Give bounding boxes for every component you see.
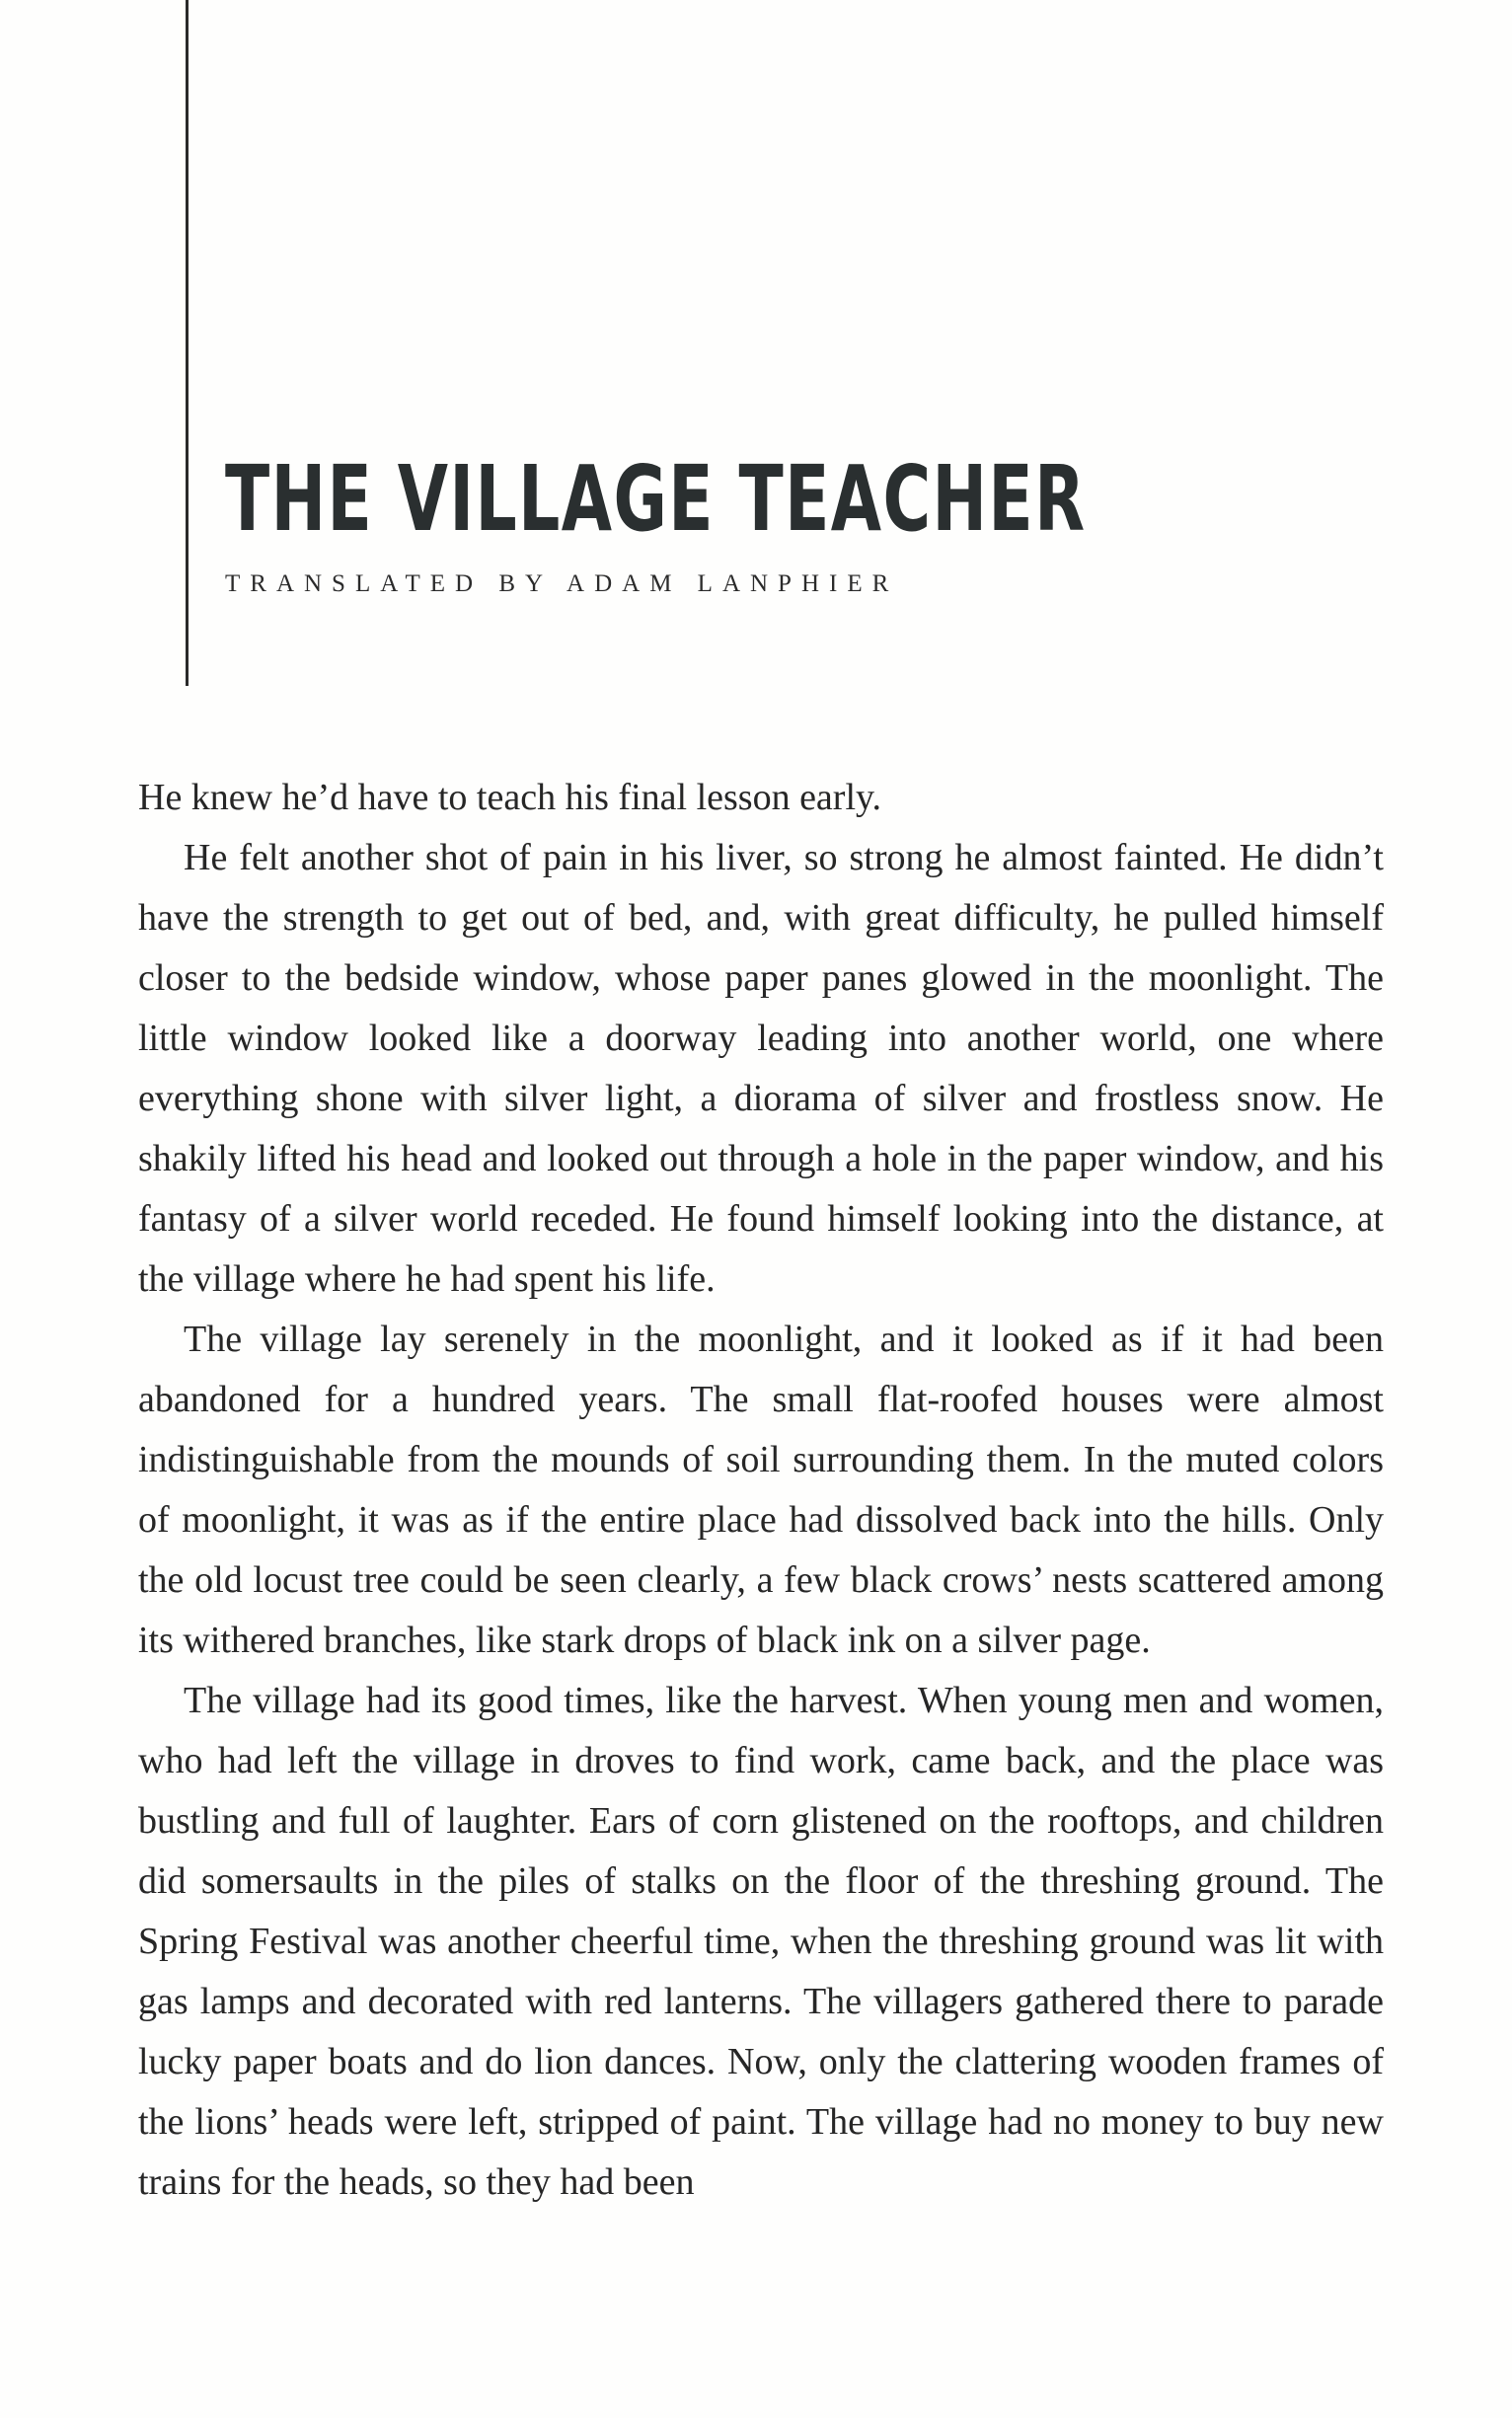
chapter-title: THE VILLAGE TEACHER — [225, 446, 1087, 552]
translator-credit: TRANSLATED BY ADAM LANPHIER — [225, 570, 899, 597]
paragraph: The village lay serenely in the moonlight, and it looked as if it had been abandoned for a hundred years. The small flat-roofed houses were almost indistinguishable from the mounds of soil surrounding them. In the muted colors of moonlight, it was as if the entire place had dissolved back into the hills. Only the old locust tree could be seen clearly, a few black crows’ nests scattered among its withered branches, like stark drops of black ink on a silver page. — [138, 1319, 1384, 1661]
body-text — [138, 768, 1384, 2213]
paragraph: The village had its good times, like the harvest. When young men and women, who had left the village in droves to find work, came back, and the place was bustling and full of laughter. Ears of corn glistened on the rooftops, and children did somersaults in the piles of stalks on the floor of the threshing ground. The Spring Festival was another cheerful time, when the threshing ground was lit with gas lamps and decorated with red lanterns. The villagers gathered there to parade lucky paper boats and do lion dances. Now, only the clattering wooden frames of the lions’ heads were left, stripped of paint. The village had no money to buy new trains for the heads, so they had been — [138, 1680, 1384, 2203]
chapter-header — [225, 446, 1212, 598]
vertical-rule — [186, 0, 189, 686]
paragraph: He felt another shot of pain in his liver, so strong he almost fainted. He didn’t have the strength to get out of bed, and, with great difficulty, he pulled himself closer to the bedside window, whose paper panes glowed in the moonlight. The little window looked like a doorway leading into another world, one where everything shone with silver light, a diorama of silver and frostless snow. He shakily lifted his head and looked out through a hole in the paper window, and his fantasy of a silver world receded. He found himself looking into the distance, at the village where he had spent his life. — [138, 837, 1384, 1300]
paragraph: He knew he’d have to teach his final lesson early. — [138, 777, 882, 818]
